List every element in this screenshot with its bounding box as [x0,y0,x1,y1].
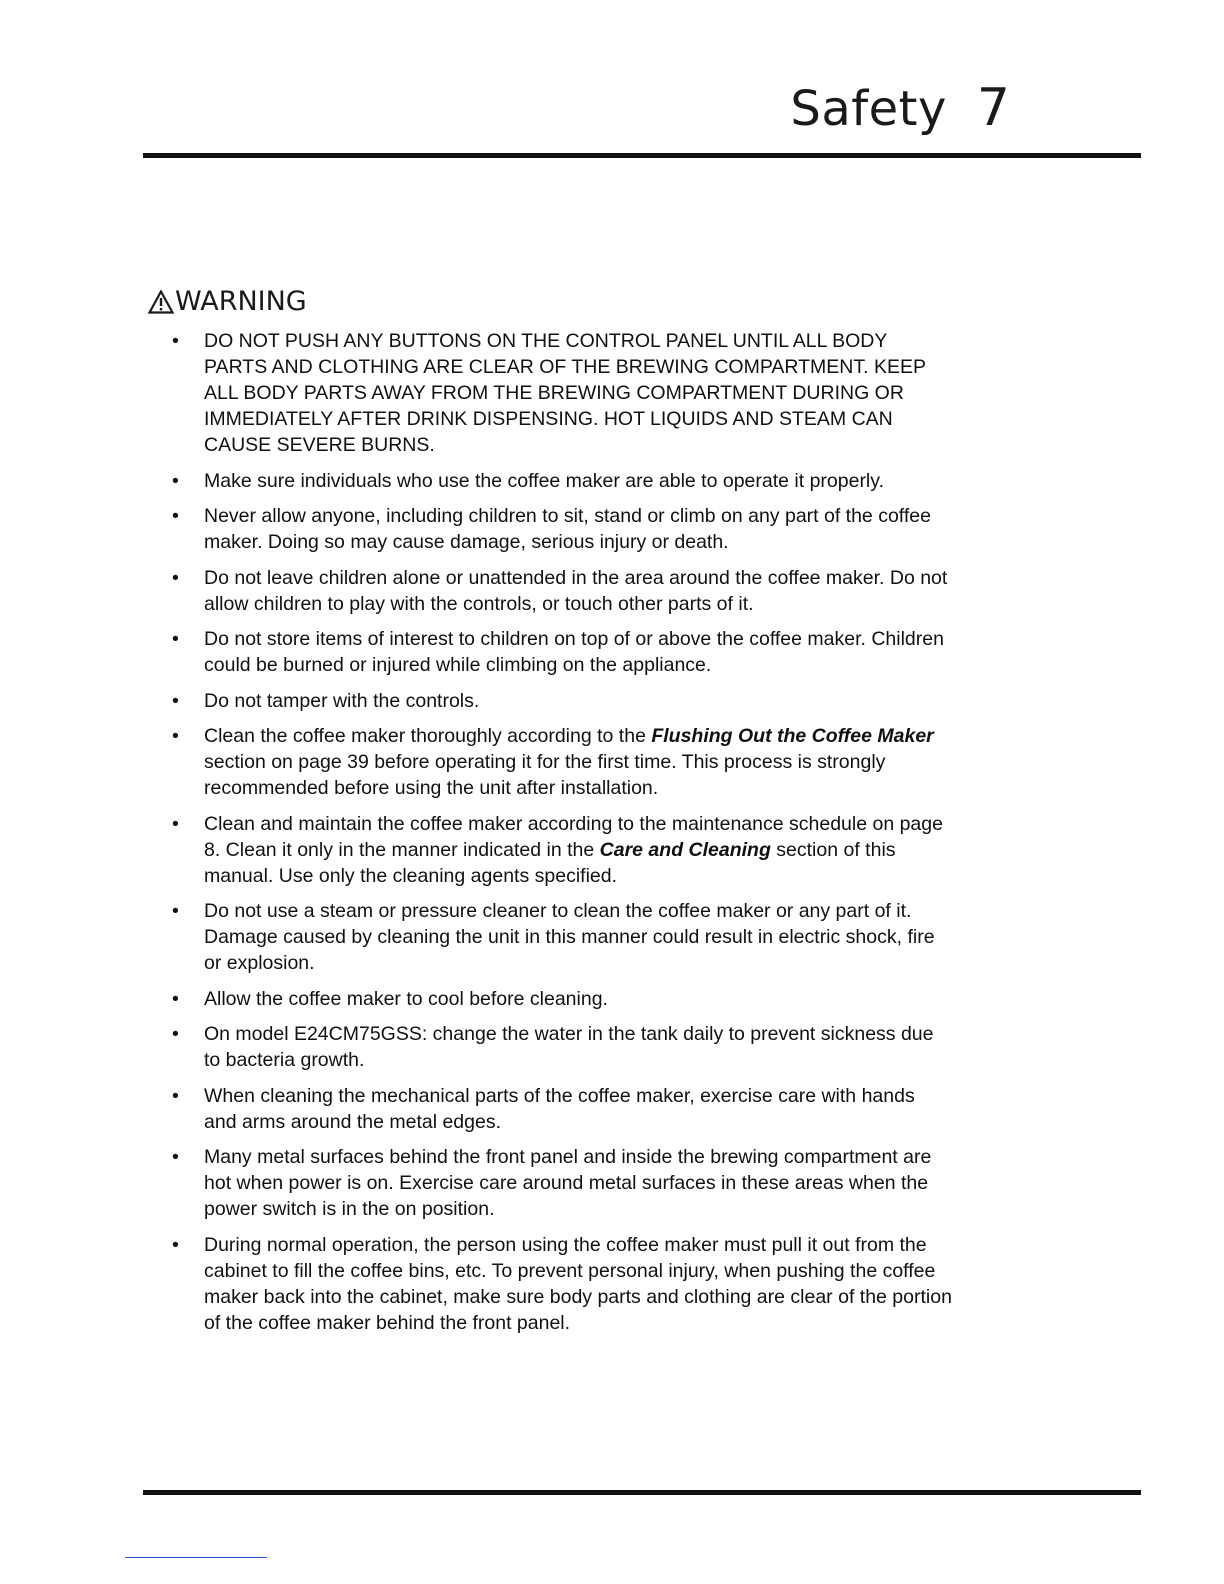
bullet-icon: • [172,900,179,922]
bullet-icon: • [172,725,179,747]
bullet-icon: • [172,1023,179,1045]
item-text: Never allow anyone, including children to sit, stand or climb on any part of the coffee maker. Doing so may cause damage, serious injury or death. [204,505,931,553]
item-text: DO NOT PUSH ANY BUTTONS ON THE CONTROL PANEL UNTIL ALL BODY PARTS AND CLOTHING ARE CLEAR OF THE BREWING COMPARTMENT. KEEP ALL BODY PARTS AWAY FROM THE BREWING COMPARTMENT DURING OR IMMEDIATELY AFTER DRINK DISPENSING. HOT LIQUIDS AND STEAM CAN CAUSE SEVERE BURNS. [204,330,926,456]
bullet-icon: • [172,469,179,492]
emphasis-reference: Care and Cleaning [599,838,771,861]
bullet-icon: • [172,566,179,589]
item-text: During normal operation, the person using the coffee maker must pull it out from the cabinet to fill the coffee bins, etc. To prevent personal injury, when pushing the coffee maker back into the cabinet, make sure body parts and clothing are clear of the portion of the coffee maker behind the front panel. [204,1233,952,1334]
bullet-icon: • [172,1233,179,1256]
warning-item [172,328,952,458]
warning-label: WARNING [175,286,307,317]
warning-item [172,1144,952,1222]
bullet-icon: • [172,689,179,712]
warning-item [172,1021,952,1073]
item-text: section on page 39 before operating it for the first time. This process is strongly recommended before using the unit after installation. [204,751,886,799]
warning-item [172,898,952,976]
item-text: Make sure individuals who use the coffee maker are able to operate it properly. [204,469,884,492]
item-text: When cleaning the mechanical parts of the coffee maker, exercise care with hands and arms around the metal edges. [204,1084,915,1133]
item-text: Many metal surfaces behind the front panel and inside the brewing compartment are hot when power is on. Exercise care around metal surfaces in these areas when the power switch is in the on position. [204,1146,932,1220]
warning-item [172,986,952,1012]
item-text: On model E24CM75GSS: change the water in the tank daily to prevent sickness due to bacteria growth. [204,1023,934,1071]
emphasis-reference: Flushing Out the Coffee Maker [651,725,934,747]
warning-item [172,688,952,714]
warning-item [172,503,952,555]
footer-link-line [125,1557,267,1558]
item-text: Do not store items of interest to children on top of or above the coffee maker. Children could be burned or injured while climbing on the appliance. [204,628,944,676]
item-text: Clean the coffee maker thoroughly according to the [204,725,652,747]
section-title: Safety [790,81,947,137]
item-text: Do not leave children alone or unattended in the area around the coffee maker. Do not allow children to play with the controls, or touch other parts of it. [204,566,948,615]
bullet-icon: • [172,1084,179,1107]
bullet-icon: • [172,1146,179,1168]
warning-heading [148,286,307,317]
header-rule [143,153,1141,158]
page-number: 7 [976,78,1010,138]
bullet-icon: • [172,505,179,527]
warning-item [172,468,952,494]
warning-item [172,626,952,678]
bullet-icon: • [172,987,179,1010]
warning-item [172,811,952,889]
item-text: Do not use a steam or pressure cleaner to clean the coffee maker or any part of it. Damage caused by cleaning the unit in this manner could result in electric shock, fire or explosion. [204,900,935,974]
item-text: Clean and maintain the coffee maker according to the maintenance schedule on page 8. Clean it only in the manner indicated in the [204,812,943,861]
warning-item [172,1083,952,1135]
warning-item [172,723,952,801]
item-text: Do not tamper with the controls. [204,689,480,712]
bullet-icon: • [172,812,179,835]
warning-item [172,1232,952,1336]
warning-triangle-icon [148,290,174,314]
bullet-icon: • [172,330,179,352]
item-text: section of this manual. Use only the cleaning agents specified. [204,838,896,887]
warning-list [172,328,952,1345]
warning-item [172,565,952,617]
bullet-icon: • [172,628,179,650]
page-header [0,78,1010,138]
item-text: Allow the coffee maker to cool before cleaning. [204,987,608,1010]
footer-rule [143,1490,1141,1495]
